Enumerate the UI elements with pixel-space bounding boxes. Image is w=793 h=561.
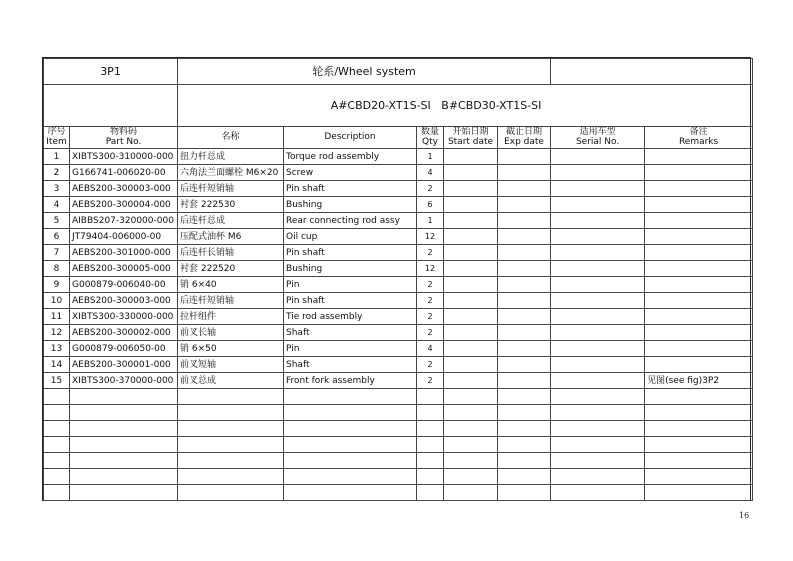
cell-item: 4 xyxy=(44,197,70,213)
cell-qty: 2 xyxy=(417,357,444,373)
models-row xyxy=(44,85,753,127)
cell-part-no: AEBS200-300004-000 xyxy=(70,197,178,213)
empty-cell xyxy=(178,437,284,453)
empty-cell xyxy=(70,453,178,469)
cell-qty: 4 xyxy=(417,341,444,357)
cell-start-date xyxy=(444,245,498,261)
cell-serial-no xyxy=(551,229,645,245)
empty-cell xyxy=(551,437,645,453)
cell-name: 销 6×50 xyxy=(178,341,284,357)
applicable-models: A#CBD20-XT1S-SI B#CBD30-XT1S-SI xyxy=(178,85,753,127)
cell-exp-date xyxy=(498,261,551,277)
col-part-no: 物料码 Part No. xyxy=(70,127,178,149)
empty-cell xyxy=(70,389,178,405)
cell-remarks xyxy=(645,261,753,277)
table-row xyxy=(44,181,753,197)
cell-name: 后连杆短销轴 xyxy=(178,293,284,309)
col-item: 序号 Item xyxy=(44,127,70,149)
cell-start-date xyxy=(444,277,498,293)
cell-remarks xyxy=(645,181,753,197)
cell-serial-no xyxy=(551,245,645,261)
empty-cell xyxy=(551,485,645,501)
cell-remarks: 见图(see fig)3P2 xyxy=(645,373,753,389)
empty-cell xyxy=(444,469,498,485)
cell-name: 衬套 222530 xyxy=(178,197,284,213)
column-header-row xyxy=(44,127,753,149)
parts-list-sheet xyxy=(42,57,751,501)
cell-description: Pin shaft xyxy=(284,245,417,261)
cell-qty: 12 xyxy=(417,261,444,277)
cell-serial-no xyxy=(551,341,645,357)
cell-start-date xyxy=(444,357,498,373)
section-code: 3P1 xyxy=(44,59,178,85)
col-exp-date: 截止日期 Exp date xyxy=(498,127,551,149)
cell-name: 后连杆长销轴 xyxy=(178,245,284,261)
col-description: Description xyxy=(284,127,417,149)
cell-remarks xyxy=(645,309,753,325)
empty-cell xyxy=(178,453,284,469)
empty-cell xyxy=(284,421,417,437)
empty-cell xyxy=(645,421,753,437)
cell-qty: 2 xyxy=(417,277,444,293)
cell-name: 后连杆总成 xyxy=(178,213,284,229)
cell-item: 1 xyxy=(44,149,70,165)
cell-description: Shaft xyxy=(284,325,417,341)
cell-exp-date xyxy=(498,165,551,181)
cell-exp-date xyxy=(498,341,551,357)
empty-cell xyxy=(178,405,284,421)
empty-cell xyxy=(444,437,498,453)
empty-cell xyxy=(70,469,178,485)
cell-exp-date xyxy=(498,229,551,245)
cell-serial-no xyxy=(551,197,645,213)
cell-part-no: XIBTS300-310000-000 xyxy=(70,149,178,165)
page-number: 16 xyxy=(739,511,750,520)
cell-qty: 1 xyxy=(417,213,444,229)
cell-exp-date xyxy=(498,293,551,309)
col-name: 名称 xyxy=(178,127,284,149)
cell-description: Bushing xyxy=(284,261,417,277)
empty-cell xyxy=(417,437,444,453)
cell-item: 9 xyxy=(44,277,70,293)
cell-serial-no xyxy=(551,165,645,181)
empty-cell xyxy=(284,389,417,405)
empty-cell xyxy=(498,389,551,405)
empty-cell xyxy=(417,485,444,501)
cell-start-date xyxy=(444,149,498,165)
cell-remarks xyxy=(645,213,753,229)
empty-cell xyxy=(645,453,753,469)
cell-item: 13 xyxy=(44,341,70,357)
cell-item: 15 xyxy=(44,373,70,389)
empty-cell xyxy=(417,469,444,485)
empty-cell xyxy=(417,389,444,405)
empty-cell xyxy=(44,405,70,421)
cell-serial-no xyxy=(551,261,645,277)
table-row xyxy=(44,277,753,293)
cell-serial-no xyxy=(551,293,645,309)
cell-part-no: G166741-006020-00 xyxy=(70,165,178,181)
empty-cell xyxy=(284,405,417,421)
empty-cell xyxy=(417,453,444,469)
cell-name: 后连杆短销轴 xyxy=(178,181,284,197)
cell-exp-date xyxy=(498,373,551,389)
empty-cell xyxy=(444,421,498,437)
empty-cell xyxy=(645,389,753,405)
cell-start-date xyxy=(444,293,498,309)
cell-part-no: AEBS200-300001-000 xyxy=(70,357,178,373)
empty-cell xyxy=(498,485,551,501)
cell-start-date xyxy=(444,261,498,277)
cell-part-no: AEBS200-300003-000 xyxy=(70,181,178,197)
empty-cell xyxy=(498,405,551,421)
table-row xyxy=(44,229,753,245)
cell-remarks xyxy=(645,197,753,213)
cell-name: 前叉总成 xyxy=(178,373,284,389)
cell-start-date xyxy=(444,197,498,213)
section-title: 轮系/Wheel system xyxy=(178,59,551,85)
empty-cell xyxy=(178,469,284,485)
cell-remarks xyxy=(645,165,753,181)
cell-part-no: JT79404-006000-00 xyxy=(70,229,178,245)
cell-qty: 2 xyxy=(417,181,444,197)
table-row xyxy=(44,261,753,277)
empty-cell xyxy=(444,389,498,405)
cell-qty: 2 xyxy=(417,373,444,389)
cell-start-date xyxy=(444,229,498,245)
cell-serial-no xyxy=(551,213,645,229)
cell-remarks xyxy=(645,149,753,165)
parts-table xyxy=(43,58,753,501)
empty-cell xyxy=(44,485,70,501)
empty-cell xyxy=(70,485,178,501)
table-row xyxy=(44,213,753,229)
cell-description: Pin xyxy=(284,341,417,357)
cell-qty: 2 xyxy=(417,309,444,325)
cell-remarks xyxy=(645,325,753,341)
empty-cell xyxy=(178,421,284,437)
empty-table-row xyxy=(44,437,753,453)
table-row xyxy=(44,357,753,373)
cell-exp-date xyxy=(498,213,551,229)
cell-qty: 12 xyxy=(417,229,444,245)
empty-cell xyxy=(284,485,417,501)
empty-table-row xyxy=(44,389,753,405)
cell-exp-date xyxy=(498,149,551,165)
cell-part-no: XIBTS300-330000-000 xyxy=(70,309,178,325)
empty-cell xyxy=(178,389,284,405)
cell-exp-date xyxy=(498,197,551,213)
cell-start-date xyxy=(444,373,498,389)
empty-cell xyxy=(284,453,417,469)
empty-table-row xyxy=(44,469,753,485)
cell-serial-no xyxy=(551,357,645,373)
empty-table-row xyxy=(44,421,753,437)
cell-exp-date xyxy=(498,325,551,341)
cell-remarks xyxy=(645,341,753,357)
cell-name: 衬套 222520 xyxy=(178,261,284,277)
cell-name: 压配式油杯 M6 xyxy=(178,229,284,245)
cell-exp-date xyxy=(498,181,551,197)
col-serial-no: 适用车型 Serial No. xyxy=(551,127,645,149)
cell-description: Front fork assembly xyxy=(284,373,417,389)
cell-name: 六角法兰面螺栓 M6×20 xyxy=(178,165,284,181)
cell-description: Shaft xyxy=(284,357,417,373)
cell-item: 12 xyxy=(44,325,70,341)
empty-cell xyxy=(551,421,645,437)
empty-cell xyxy=(498,469,551,485)
empty-cell xyxy=(70,421,178,437)
cell-item: 2 xyxy=(44,165,70,181)
cell-start-date xyxy=(444,341,498,357)
cell-description: Tie rod assembly xyxy=(284,309,417,325)
table-row xyxy=(44,309,753,325)
cell-start-date xyxy=(444,181,498,197)
cell-remarks xyxy=(645,293,753,309)
cell-serial-no xyxy=(551,277,645,293)
empty-table-row xyxy=(44,453,753,469)
empty-cell xyxy=(645,437,753,453)
empty-cell xyxy=(498,437,551,453)
table-row xyxy=(44,245,753,261)
empty-cell xyxy=(284,469,417,485)
table-row xyxy=(44,165,753,181)
table-row xyxy=(44,149,753,165)
empty-cell xyxy=(44,453,70,469)
cell-remarks xyxy=(645,245,753,261)
cell-description: Pin xyxy=(284,277,417,293)
cell-part-no: G000879-006050-00 xyxy=(70,341,178,357)
cell-part-no: AEBS200-300003-000 xyxy=(70,293,178,309)
cell-description: Pin shaft xyxy=(284,181,417,197)
cell-description: Pin shaft xyxy=(284,293,417,309)
cell-serial-no xyxy=(551,181,645,197)
cell-qty: 2 xyxy=(417,293,444,309)
cell-qty: 4 xyxy=(417,165,444,181)
table-row xyxy=(44,373,753,389)
title-row xyxy=(44,59,753,85)
col-start-date: 开始日期 Start date xyxy=(444,127,498,149)
cell-name: 销 6×40 xyxy=(178,277,284,293)
empty-cell xyxy=(417,421,444,437)
cell-description: Screw xyxy=(284,165,417,181)
empty-cell xyxy=(178,485,284,501)
empty-cell xyxy=(551,453,645,469)
table-row xyxy=(44,341,753,357)
cell-part-no: AIBBS207-320000-000 xyxy=(70,213,178,229)
cell-part-no: AEBS200-300002-000 xyxy=(70,325,178,341)
cell-item: 14 xyxy=(44,357,70,373)
table-row xyxy=(44,293,753,309)
cell-item: 8 xyxy=(44,261,70,277)
cell-start-date xyxy=(444,309,498,325)
empty-cell xyxy=(645,405,753,421)
table-row xyxy=(44,325,753,341)
cell-description: Oil cup xyxy=(284,229,417,245)
cell-item: 7 xyxy=(44,245,70,261)
cell-item: 11 xyxy=(44,309,70,325)
cell-remarks xyxy=(645,357,753,373)
empty-cell xyxy=(444,405,498,421)
empty-cell xyxy=(444,453,498,469)
cell-name: 前叉短轴 xyxy=(178,357,284,373)
empty-cell xyxy=(44,437,70,453)
cell-exp-date xyxy=(498,357,551,373)
empty-cell xyxy=(70,405,178,421)
cell-qty: 6 xyxy=(417,197,444,213)
empty-cell xyxy=(645,485,753,501)
empty-cell xyxy=(444,485,498,501)
cell-exp-date xyxy=(498,309,551,325)
empty-cell xyxy=(44,421,70,437)
cell-serial-no xyxy=(551,325,645,341)
cell-part-no: AEBS200-301000-000 xyxy=(70,245,178,261)
cell-qty: 2 xyxy=(417,325,444,341)
cell-qty: 2 xyxy=(417,245,444,261)
cell-part-no: XIBTS300-370000-000 xyxy=(70,373,178,389)
empty-table-row xyxy=(44,405,753,421)
empty-cell xyxy=(551,389,645,405)
models-blank-cell xyxy=(44,85,178,127)
col-remarks: 备注 Remarks xyxy=(645,127,753,149)
cell-description: Bushing xyxy=(284,197,417,213)
col-qty: 数量 Qty xyxy=(417,127,444,149)
empty-cell xyxy=(70,437,178,453)
cell-item: 10 xyxy=(44,293,70,309)
empty-cell xyxy=(498,421,551,437)
cell-qty: 1 xyxy=(417,149,444,165)
cell-serial-no xyxy=(551,309,645,325)
cell-serial-no xyxy=(551,149,645,165)
cell-name: 前叉长轴 xyxy=(178,325,284,341)
empty-cell xyxy=(417,405,444,421)
cell-name: 拉杆组件 xyxy=(178,309,284,325)
cell-description: Torque rod assembly xyxy=(284,149,417,165)
table-row xyxy=(44,197,753,213)
cell-name: 扭力杆总成 xyxy=(178,149,284,165)
empty-table-row xyxy=(44,485,753,501)
empty-cell xyxy=(645,469,753,485)
empty-cell xyxy=(44,389,70,405)
cell-item: 3 xyxy=(44,181,70,197)
cell-serial-no xyxy=(551,373,645,389)
cell-description: Rear connecting rod assy xyxy=(284,213,417,229)
cell-start-date xyxy=(444,213,498,229)
empty-cell xyxy=(284,437,417,453)
cell-remarks xyxy=(645,277,753,293)
cell-part-no: AEBS200-300005-000 xyxy=(70,261,178,277)
cell-item: 5 xyxy=(44,213,70,229)
cell-exp-date xyxy=(498,245,551,261)
cell-start-date xyxy=(444,165,498,181)
cell-exp-date xyxy=(498,277,551,293)
cell-remarks xyxy=(645,229,753,245)
cell-item: 6 xyxy=(44,229,70,245)
title-blank-cell xyxy=(551,59,753,85)
cell-part-no: G000879-006040-00 xyxy=(70,277,178,293)
empty-cell xyxy=(44,469,70,485)
empty-cell xyxy=(551,405,645,421)
empty-cell xyxy=(551,469,645,485)
empty-cell xyxy=(498,453,551,469)
cell-start-date xyxy=(444,325,498,341)
